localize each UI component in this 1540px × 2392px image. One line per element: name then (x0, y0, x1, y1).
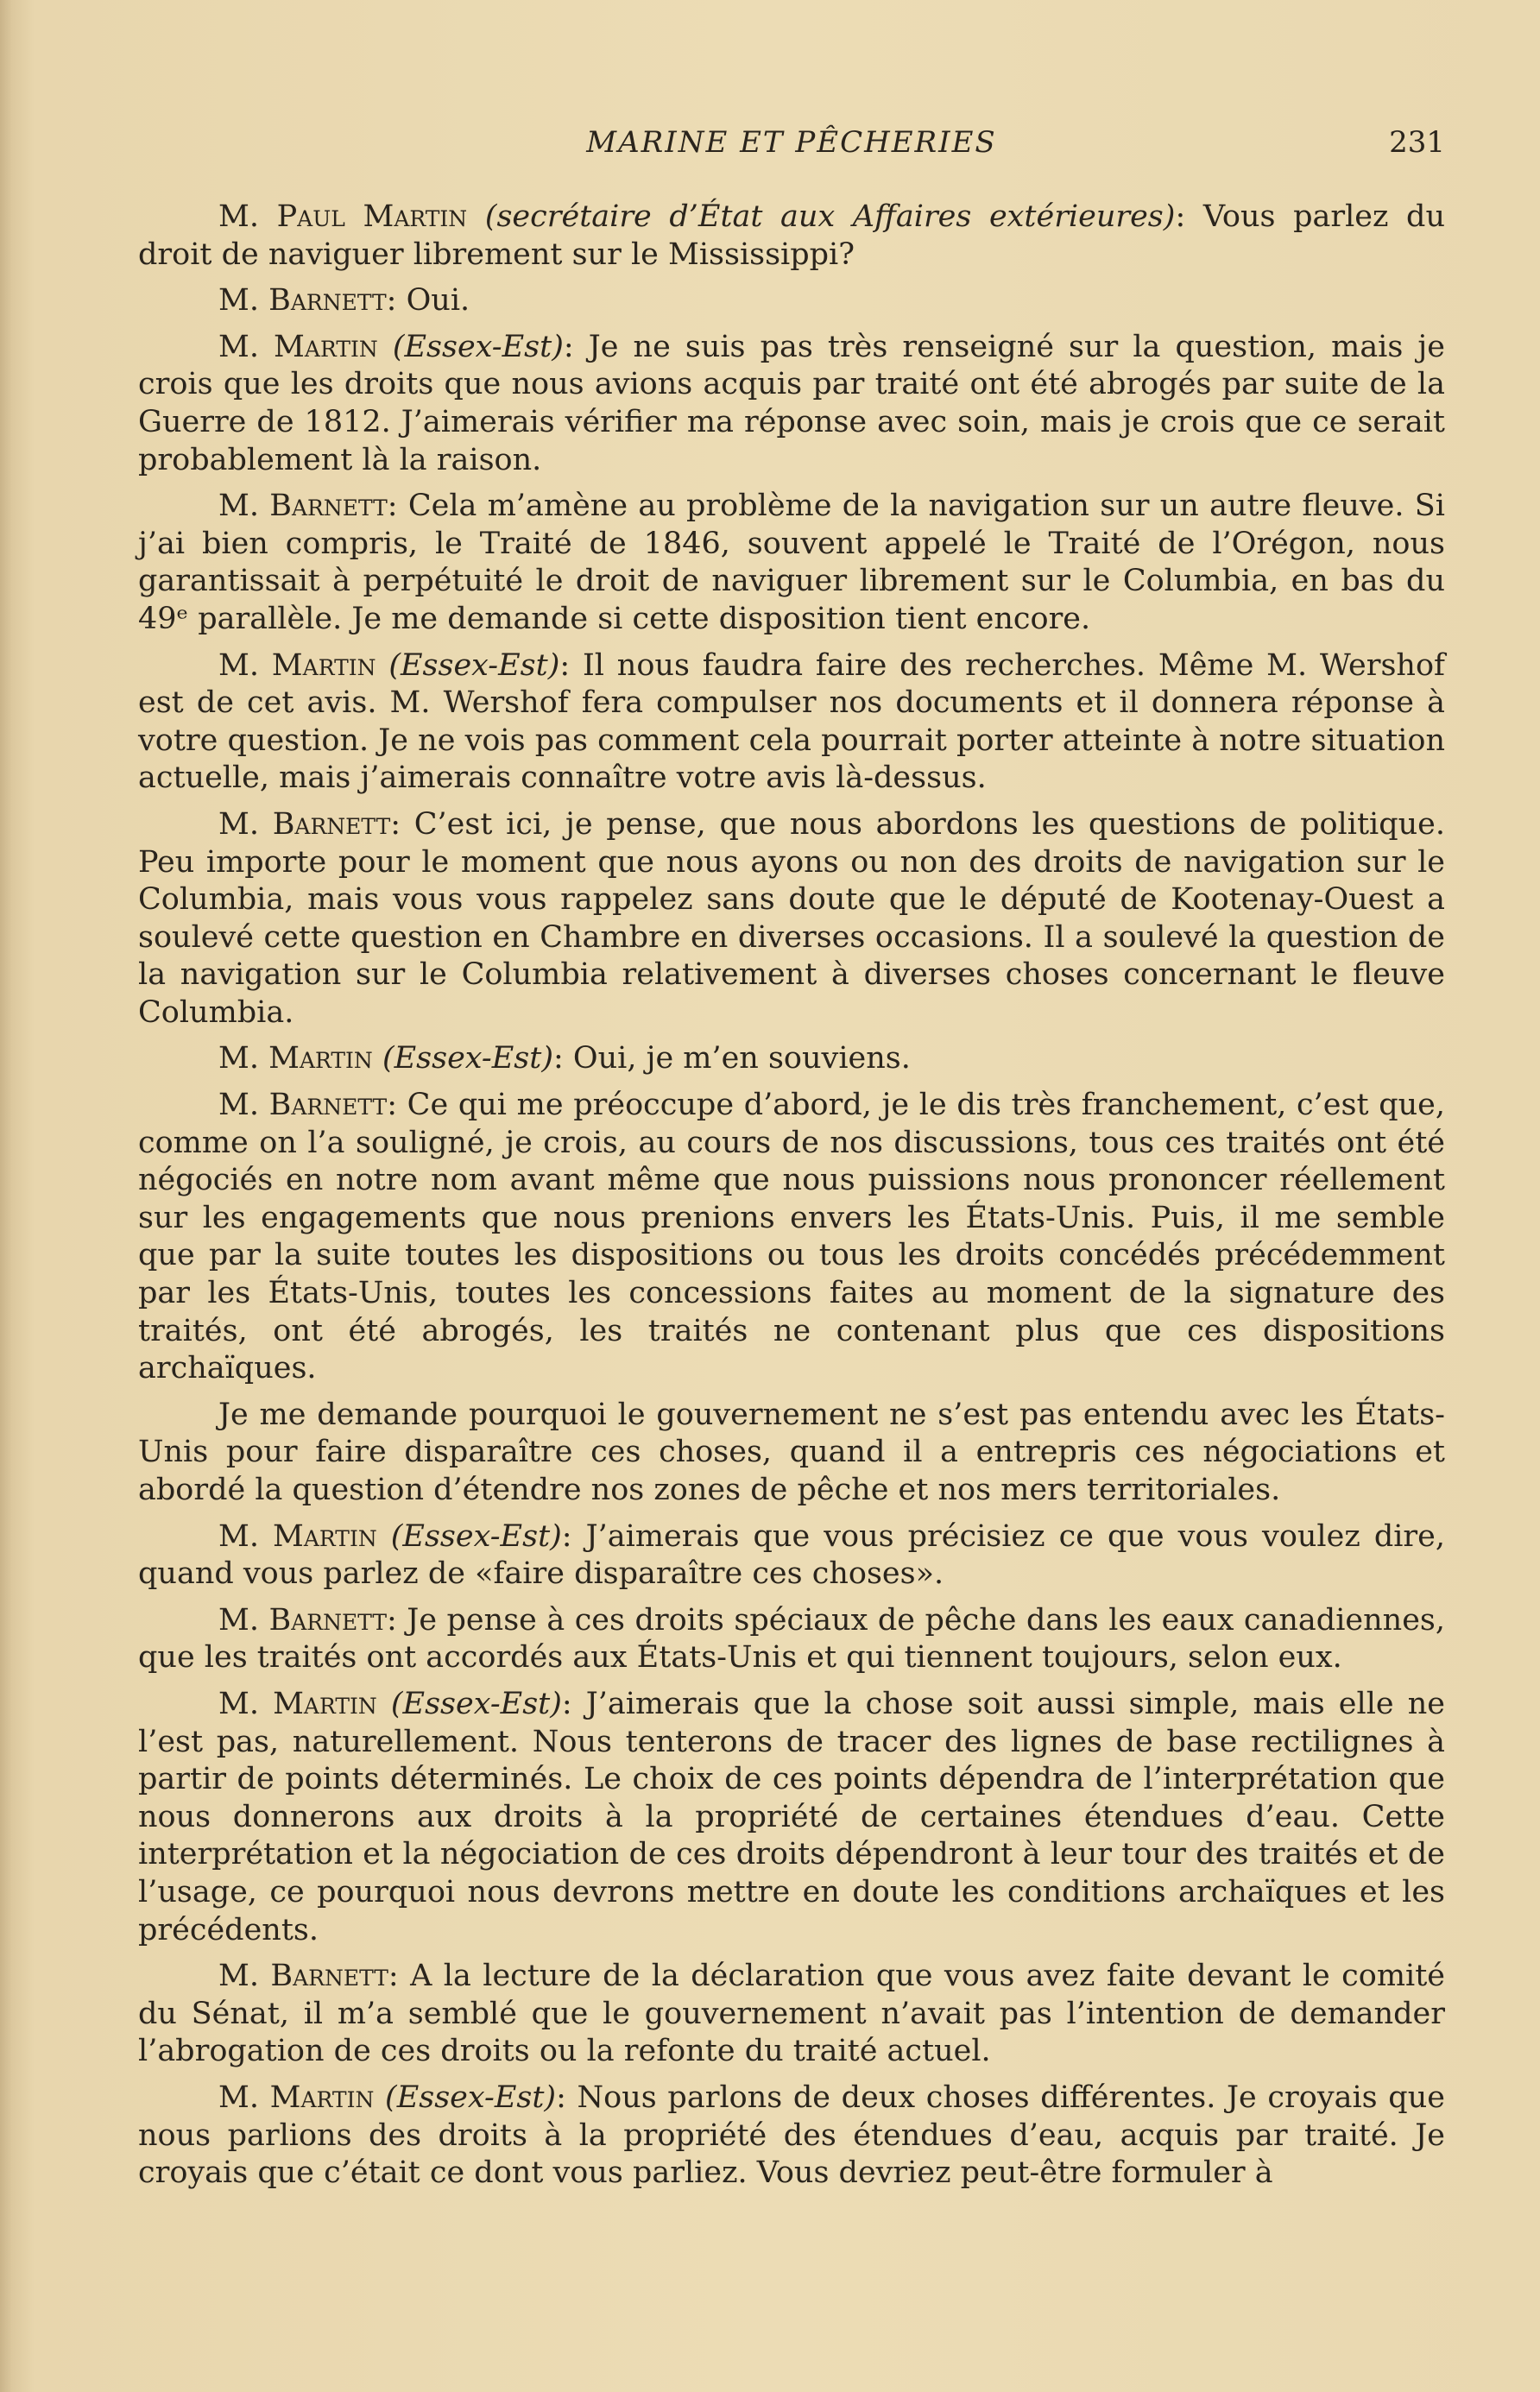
speaker-affiliation: (Essex-Est) (390, 1518, 562, 1554)
speaker-title: M. (218, 329, 259, 364)
speaker-colon: : (387, 489, 398, 524)
speaker-name: Martin (268, 1041, 373, 1076)
speaker-title: M. (218, 1959, 259, 1994)
paragraph (138, 647, 1445, 798)
speaker-name: Barnett (269, 489, 388, 524)
speaker-affiliation: (Essex-Est) (385, 2080, 557, 2115)
speaker-title: M. (218, 1088, 259, 1123)
paragraph-text: A la lecture de la déclaration que vous avez faite devant le comité du Sénat, il m’a semblé que le gouvernement n’avait pas l’intention de demander l’abrogation de ces droits ou la refonte du traité actuel. (138, 1959, 1445, 2069)
paragraph (138, 806, 1445, 1032)
speaker-colon: : (559, 647, 571, 683)
speaker-name: Barnett (270, 1959, 388, 1994)
speaker-affiliation: (Essex-Est) (392, 329, 564, 364)
speaker-title: M. (218, 806, 259, 842)
paragraph (138, 2080, 1445, 2193)
paragraph (138, 1518, 1445, 1594)
paragraph-text: Oui, je m’en souviens. (563, 1041, 911, 1076)
paragraph (138, 1686, 1445, 1949)
speaker-colon: : (386, 283, 397, 319)
speaker-colon: : (552, 1041, 564, 1076)
speaker-name: Barnett (268, 1088, 388, 1123)
speaker-name: Barnett (272, 806, 391, 842)
speaker-colon: : (387, 1088, 397, 1123)
paragraph (138, 329, 1445, 479)
speaker-title: M. (218, 1041, 259, 1076)
page-number: 231 (1389, 125, 1445, 160)
speaker-colon: : (563, 329, 574, 364)
speaker-title: M. (218, 489, 259, 524)
speaker-name: Martin (273, 1686, 377, 1721)
speaker-colon: : (1175, 199, 1186, 234)
speaker-colon: : (388, 1959, 399, 1994)
paragraph (138, 282, 1445, 320)
speaker-affiliation: (Essex-Est) (390, 1686, 562, 1721)
paragraph-text: Nous parlons de deux choses différentes. Je croyais que nous parlions des droits à la propriété des étendues d’eau, acquis par traité. Je croyais que c’était ce dont vous parliez. Vous devriez peut-être formuler à (138, 2080, 1445, 2191)
paragraph-text: Vous parlez du droit de naviguer librement sur le Mississippi? (138, 199, 1445, 272)
paragraph (138, 1958, 1445, 2071)
speaker-title: M. (218, 1602, 259, 1638)
paragraph-text: Je me demande pourquoi le gouvernement ne s’est pas entendu avec les États-Unis pour faire disparaître ces choses, quand il a entrepris ces négociations et abordé la question d’étendre nos zones de pêche et nos mers territoriales. (138, 1397, 1445, 1507)
paragraph-text: Je pense à ces droits spéciaux de pêche dans les eaux canadiennes, que les traités ont accordés aux États-Unis et qui tiennent toujours, selon eux. (138, 1602, 1445, 1676)
paragraph (138, 1397, 1445, 1510)
speaker-colon: : (561, 1518, 572, 1554)
paragraph (138, 199, 1445, 274)
speaker-colon: : (390, 806, 401, 842)
speaker-colon: : (561, 1686, 572, 1721)
speaker-name: Martin (274, 329, 378, 364)
speaker-colon: : (556, 2080, 566, 2115)
speaker-name: Martin (269, 2080, 375, 2115)
speaker-affiliation: (secrétaire d’État aux Affaires extérieures) (484, 199, 1176, 234)
paragraph-text: Il nous faudra faire des recherches. Même M. Wershof est de cet avis. M. Wershof fera compulser nos documents et il donnera réponse à votre question. Je ne vois pas comment cela pourrait porter atteinte à notre situation actuelle, mais j’aimerais connaître votre avis là-dessus. (138, 647, 1445, 796)
speaker-name: Martin (271, 647, 376, 683)
speaker-name: Martin (273, 1518, 377, 1554)
speaker-name: Paul Martin (276, 199, 468, 234)
speaker-name: Barnett (268, 1602, 388, 1638)
speaker-title: M. (218, 199, 259, 234)
paragraph-text: J’aimerais que la chose soit aussi simple, mais elle ne l’est pas, naturellement. Nous tenterons de tracer des lignes de base rectilignes à partir de points déterminés. Le choix de ces points dépendra de l’interprétation que nous donnerons aux droits à la propriété de certaines étendues d’eau. Cette interprétation et la négociation de ces droits dépendront à leur tour des traités et de l’usage, ce pourquoi nous devrons mettre en doute les conditions archaïques et les précédents. (138, 1686, 1445, 1947)
running-title: MARINE ET PÊCHERIES (586, 125, 997, 160)
speaker-affiliation: (Essex-Est) (388, 647, 560, 683)
speaker-title: M. (218, 1686, 259, 1721)
paragraph (138, 1602, 1445, 1677)
paragraph (138, 488, 1445, 638)
paragraph-text: J’aimerais que vous précisiez ce que vous voulez dire, quand vous parlez de «faire disparaître ces choses». (138, 1518, 1445, 1592)
paragraph-text: Oui. (396, 283, 470, 319)
speaker-title: M. (218, 1518, 259, 1554)
paragraph-text: C’est ici, je pense, que nous abordons les questions de politique. Peu importe pour le moment que nous ayons ou non des droits de navigation sur le Columbia, mais vous vous rappelez sans doute que le député de Kootenay-Ouest a soulevé cette question en Chambre en diverses occasions. Il a soulevé la question de la navigation sur le Columbia relativement à diverses choses concernant le fleuve Columbia. (138, 806, 1445, 1030)
running-head (138, 125, 1445, 168)
paragraph-text: Je ne suis pas très renseigné sur la question, mais je crois que les droits que nous avions acquis par traité ont été abrogés par suite de la Guerre de 1812. J’aimerais vérifier ma réponse avec soin, mais je crois que ce serait probablement là la raison. (138, 329, 1445, 477)
paragraph-text: Ce qui me préoccupe d’abord, je le dis très franchement, c’est que, comme on l’a souligné, je crois, au cours de nos discussions, tous ces traités ont été négociés en notre nom avant même que nous puissions nous prononcer réellement sur les engagements que nous prenions envers les États-Unis. Puis, il me semble que par la suite toutes les dispositions ou tous les droits concédés précédemment par les États-Unis, toutes les concessions faites au moment de la signature des traités, ont été abrogés, les traités ne contenant plus que ces dispositions archaïques. (138, 1088, 1445, 1386)
speaker-colon: : (387, 1602, 397, 1638)
paragraph (138, 1087, 1445, 1388)
paragraph-text: Cela m’amène au problème de la navigation sur un autre fleuve. Si j’ai bien compris, le Traité de 1846, souvent appelé le Traité de l’Orégon, nous garantissait à perpétuité le droit de naviguer librement sur le Columbia, en bas du 49ᵉ parallèle. Je me demande si cette disposition tient encore. (138, 489, 1445, 636)
body-text (138, 199, 1445, 2201)
speaker-title: M. (218, 647, 259, 683)
paragraph (138, 1040, 1445, 1078)
speaker-title: M. (218, 2080, 259, 2115)
speaker-name: Barnett (268, 283, 387, 319)
speaker-affiliation: (Essex-Est) (382, 1041, 553, 1076)
speaker-title: M. (218, 283, 259, 319)
